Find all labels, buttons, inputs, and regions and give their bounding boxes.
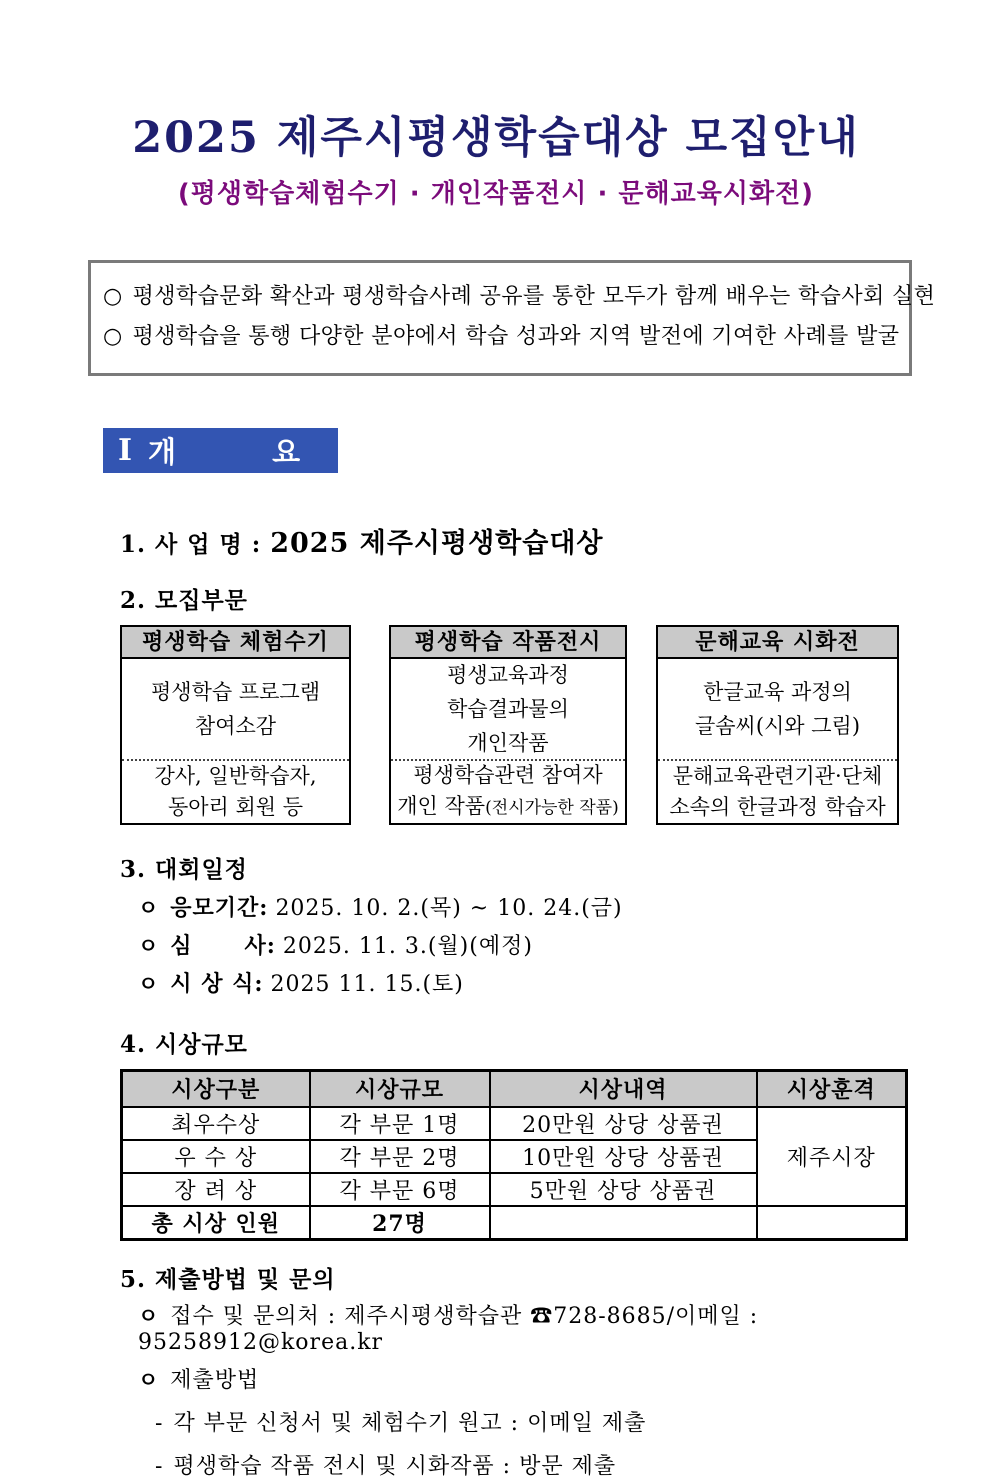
recruit-column-target [122, 761, 349, 823]
method-label: 제출방법 [170, 1368, 260, 1393]
item-number: 5. [120, 1266, 147, 1293]
target-line: 소속의 한글과정 학습자 [669, 795, 886, 819]
method-text: 각 부문 신청서 및 체험수기 원고 : 이메일 제출 [173, 1411, 647, 1436]
content-line: 학습결과물의 [447, 697, 569, 721]
item-number: 3. [120, 856, 147, 883]
contact-text: 접수 및 문의처 : 제주시평생학습관 ☎728-8685/이메일 : 95258912@korea.kr [138, 1304, 759, 1355]
submission-method-email [155, 1406, 992, 1437]
recruit-column-header: 평생학습 체험수기 [122, 627, 349, 659]
submission-method-heading [138, 1367, 992, 1394]
award-scale: 각 부문 1명 [310, 1107, 490, 1140]
recruit-column-essay [120, 625, 351, 825]
item-schedule [120, 851, 992, 884]
circle-bullet-icon: ㅇ [138, 1367, 159, 1392]
content-line: 참여소감 [194, 714, 277, 738]
item-label: 사 업 명 [155, 531, 243, 558]
item-colon: : [242, 531, 271, 558]
recruit-column-header: 평생학습 작품전시 [391, 627, 625, 659]
content-line: 글솜씨(시와 그림) [694, 714, 861, 738]
intro-line-1 [103, 277, 936, 317]
target-line [391, 791, 625, 824]
section-banner-overview [103, 428, 338, 473]
circle-bullet-icon: ㅇ [138, 933, 159, 958]
content-line: 한글교육 과정의 [703, 680, 852, 704]
recruit-column-target [391, 761, 625, 823]
awards-header-authority: 시상훈격 [757, 1071, 907, 1107]
content-line: 평생교육과정 [447, 663, 569, 687]
dash-bullet: - [155, 1411, 164, 1436]
schedule-award-ceremony [138, 971, 992, 998]
circle-bullet-icon: ㅇ [138, 1303, 159, 1328]
total-value: 27명 [310, 1206, 490, 1240]
award-prize: 20만원 상당 상품권 [490, 1107, 757, 1140]
circle-bullet-icon: ㅇ [138, 971, 159, 996]
section-word-right: 요 [272, 435, 301, 469]
item-number: 1. [120, 531, 147, 558]
intro-text-1: 평생학습문화 확산과 평생학습사례 공유를 통한 모두가 함께 배우는 학습사회 실현 [132, 284, 936, 309]
recruit-column-target [658, 761, 897, 823]
item-label: 시상규모 [155, 1031, 248, 1058]
item-number: 4. [120, 1031, 147, 1058]
awards-table [120, 1069, 908, 1241]
awards-header-prize: 시상내역 [490, 1071, 757, 1107]
empty-cell [490, 1206, 757, 1240]
method-text: 평생학습 작품 전시 및 시화작품 : 방문 제출 [173, 1454, 617, 1479]
submission-contact [138, 1303, 992, 1356]
schedule-value: 2025 11. 15.(토) [270, 972, 464, 997]
award-name: 우 수 상 [122, 1140, 310, 1173]
schedule-label: 심 사: [170, 933, 276, 959]
awards-header-scale: 시상규모 [310, 1071, 490, 1107]
awards-header-category: 시상구분 [122, 1071, 310, 1107]
content-line: 평생학습 프로그램 [151, 680, 320, 704]
total-label: 총 시상 인원 [122, 1206, 310, 1240]
target-line: 평생학습관련 참여자 [413, 763, 603, 787]
schedule-application-period [138, 895, 992, 922]
award-authority: 제주시장 [757, 1107, 907, 1206]
item-project-name [120, 521, 992, 560]
section-word-left: 개 [148, 435, 177, 469]
dash-bullet: - [155, 1454, 164, 1479]
recruit-column-exhibition [389, 625, 627, 825]
section-numeral: I [118, 433, 133, 468]
schedule-label: 시 상 식: [170, 971, 264, 997]
target-line-paren: (전시가능한 작품) [485, 798, 619, 818]
award-scale: 각 부문 6명 [310, 1173, 490, 1206]
circle-bullet-icon: ㅇ [138, 895, 159, 920]
target-line: 문해교육관련기관·단체 [672, 764, 883, 788]
awards-row-total [122, 1206, 907, 1240]
item-number: 2. [120, 587, 147, 614]
awards-header-row [122, 1071, 907, 1107]
submission-method-visit [155, 1449, 992, 1480]
recruit-table [120, 625, 992, 825]
item-submission [120, 1261, 992, 1294]
item-label: 모집부문 [155, 587, 248, 614]
recruit-column-content [658, 659, 897, 761]
circle-bullet-icon: ○ [103, 324, 123, 349]
page-title: 2025 제주시평생학습대상 모집안내 [132, 113, 860, 163]
intro-box [88, 260, 936, 376]
intro-text-2: 평생학습을 통행 다양한 분야에서 학습 성과와 지역 발전에 기여한 사례를 발굴 [132, 324, 900, 349]
award-name: 최우수상 [122, 1107, 310, 1140]
award-name: 장 려 상 [122, 1173, 310, 1206]
recruit-column-literacy [656, 625, 899, 825]
target-line: 강사, 일반학습자, [154, 764, 317, 788]
schedule-label: 응모기간: [170, 895, 269, 921]
award-prize: 10만원 상당 상품권 [490, 1140, 757, 1173]
schedule-value: 2025. 11. 3.(월)(예정) [282, 934, 533, 959]
page-subtitle: (평생학습체험수기 · 개인작품전시 · 문해교육시화전) [177, 179, 815, 209]
content-line: 개인작품 [467, 731, 549, 755]
project-name-value: 2025 제주시평생학습대상 [270, 528, 604, 559]
awards-row-grand [122, 1107, 907, 1140]
schedule-judging [138, 933, 992, 960]
item-label: 제출방법 및 문의 [155, 1266, 336, 1293]
recruit-column-content [391, 659, 625, 761]
award-prize: 5만원 상당 상품권 [490, 1173, 757, 1206]
target-line: 동아리 회원 등 [167, 795, 304, 819]
recruit-column-header: 문해교육 시화전 [658, 627, 897, 659]
item-label: 대회일정 [155, 856, 248, 883]
intro-line-2 [103, 317, 901, 357]
award-scale: 각 부문 2명 [310, 1140, 490, 1173]
item-recruit-sections [120, 582, 992, 615]
empty-cell [757, 1206, 907, 1240]
circle-bullet-icon: ○ [103, 284, 123, 309]
schedule-value: 2025. 10. 2.(목) ~ 10. 24.(금) [275, 896, 623, 921]
recruit-column-content [122, 659, 349, 761]
target-line-main: 개인 작품 [397, 794, 486, 818]
item-awards [120, 1026, 992, 1059]
